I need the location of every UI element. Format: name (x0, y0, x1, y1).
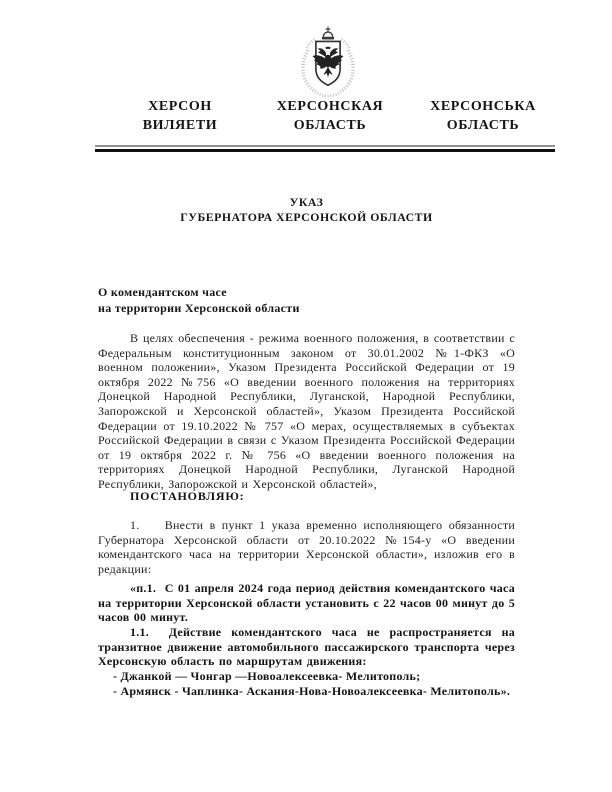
org-name-line: ХЕРСОН (148, 99, 212, 114)
decree-title-line1: УКАЗ (289, 195, 324, 209)
decree-subject (98, 285, 300, 316)
header-divider-thick-line (95, 149, 555, 152)
org-name-kherson-tatar (100, 98, 260, 135)
org-name-line: ОБЛАСТЬ (293, 117, 367, 133)
org-name-kherson-ukrainian (403, 98, 563, 135)
item-1-paragraph: 1. Внести в пункт 1 указа временно исполняющего обязанности Губернатора Херсонской области от 20.10.2022 №154-у «О введении комендантского часа на территории Херсонской области», изложив его в редакции: (98, 518, 515, 576)
decree-subject-line1: О комендантском часе (98, 285, 227, 299)
route-item: - Джанкой — Чонгар —Новоалексеевка- Мелитополь; (113, 669, 421, 683)
point-1-1-paragraph: 1.1. Действие комендантского часа не распространяется на транзитное движение автомобильного пассажирского транспорта через Херсонскую область по маршрутам движения: (98, 625, 515, 669)
preamble-paragraph: В целях обеспечения - режима военного положения, в соответствии с Федеральным конституционным законом от 30.01.2002 №1-ФКЗ «О военном положении», Указом Президента Российской Федерации от 19 октября 2022 №756 «О введении военного положения на территориях Донецкой Народной Республики, Луганской, Народной Республики, Запорожской и Херсонской областей», Указом Президента Российской Федерации от 19.10.2022 № 757 «О мерах, осуществляемых в субъектах Российской Федерации в связи с Указом Президента Российской Федерации от 19 октября 2022 г. № 756 «О введении военного положения на территориях Донецкой Народной Республики, Луганской Народной Республики, Запорожской и Херсонской областей», (98, 331, 515, 491)
decree-subject-line2: на территории Херсонской области (98, 300, 300, 315)
org-name-line: ХЕРСОНСКАЯ (276, 99, 384, 114)
route-list (98, 669, 515, 699)
decree-title (98, 195, 515, 225)
header-divider-thin-line (95, 145, 555, 147)
route-item: - Армянск - Чаплинка- Аскания-Нова-Новоалексеевка- Мелитополь». (113, 684, 511, 698)
org-name-line: ХЕРСОНСЬКА (430, 99, 536, 114)
org-name-line: ВИЛЯЕТИ (142, 117, 218, 133)
decree-title-line2: ГУБЕРНАТОРА ХЕРСОНСКОЙ ОБЛАСТИ (180, 210, 433, 224)
point-1-paragraph: «п.1. С 01 апреля 2024 года период действия комендантского часа на территории Херсонской области установить с 22 часов 00 минут до 5 часов 00 минут. (98, 581, 515, 625)
header-divider-rule (95, 145, 555, 152)
resolve-heading: ПОСТАНОВЛЯЮ: (130, 489, 245, 503)
org-name-kherson-russian (250, 98, 410, 135)
double-headed-eagle-coat-of-arms-icon (294, 26, 362, 100)
org-name-line: ОБЛАСТЬ (446, 117, 520, 133)
